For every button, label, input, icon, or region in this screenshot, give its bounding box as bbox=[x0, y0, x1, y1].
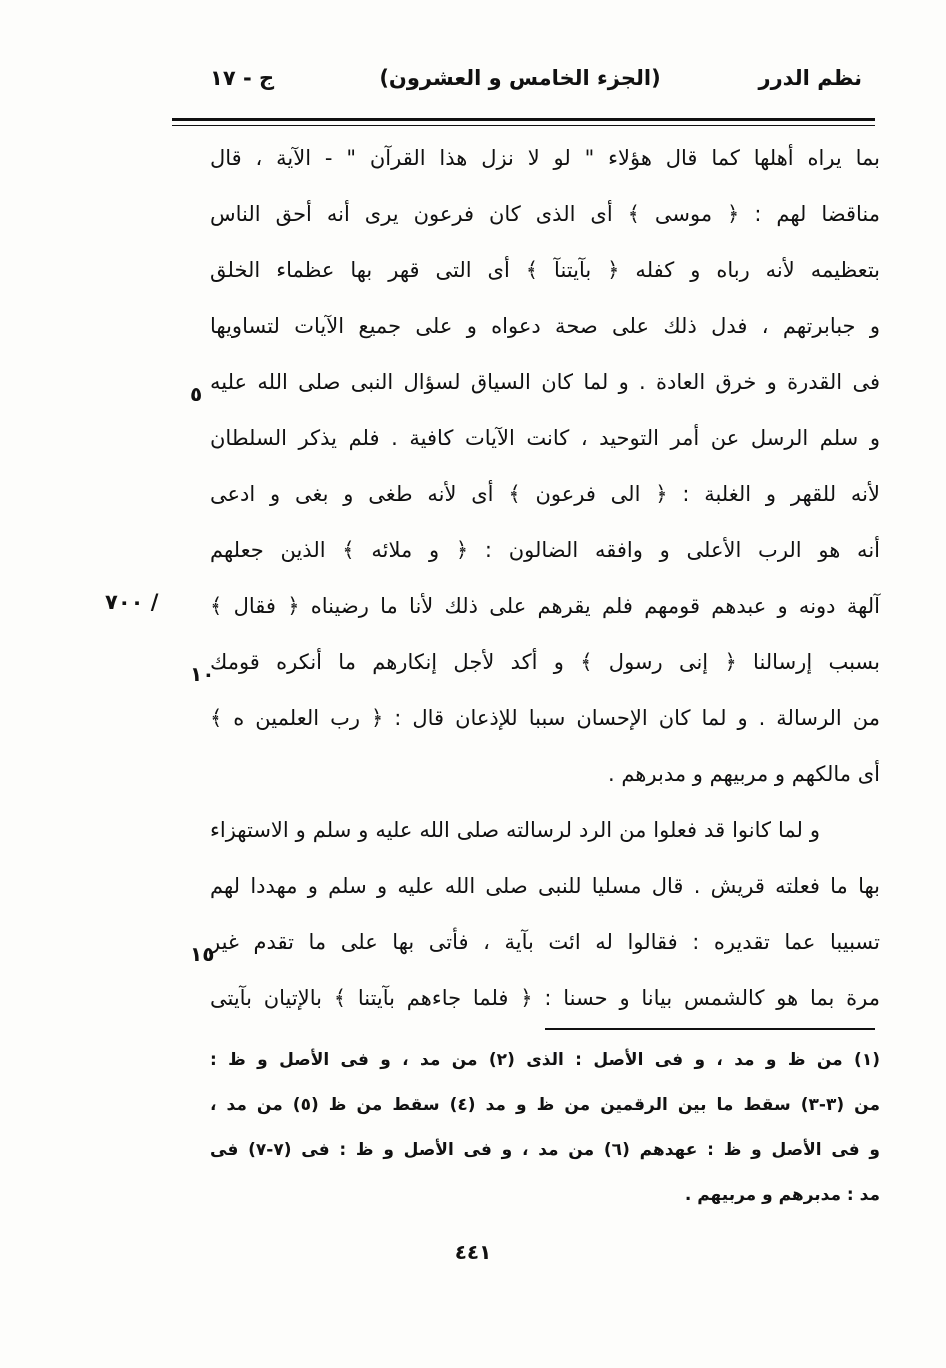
text-line: لأنه للقهر و الغلبة : ﴿ الى فرعون ﴾ أى لأنه طغى و بغى و ادعى bbox=[210, 482, 880, 506]
book-title: نظم الدرر bbox=[758, 66, 862, 90]
text-line: و جبابرتهم ، فدل ذلك على صحة دعواه و على جميع الآيات لتساويها bbox=[210, 314, 880, 338]
text-line: مرة بما هو كالشمس بيانا و حسنا : ﴿ فلما جاءهم بآيتنا ﴾ بالإتيان بآيتى bbox=[210, 986, 880, 1010]
text-line: بها ما فعلته قريش . قال مسليا للنبى صلى الله عليه و سلم و مهددا لهم bbox=[210, 874, 880, 898]
text-line: بسبب إرسالنا ﴿ إنى رسول ﴾ و أكد لأجل إنكارهم ما أنكره قومك bbox=[210, 650, 880, 674]
footnote-rule bbox=[545, 1028, 875, 1030]
main-text bbox=[210, 130, 880, 1026]
footnote-line: مد : مدبرهم و مربيهم . bbox=[684, 1185, 880, 1205]
text-line: و سلم الرسل عن أمر التوحيد ، كانت الآيات كافية . فلم يذكر السلطان bbox=[210, 426, 880, 450]
manuscript-folio-mark: ٧٠٠ / bbox=[105, 590, 159, 614]
text-line: بتعظيمه لأنه رباه و كفله ﴿ بآيتنآ ﴾ أى التى قهر بها عظماء الخلق bbox=[210, 258, 880, 282]
text-line: بما يراه أهلها كما قال هؤلاء " لو لا نزل هذا القرآن " - الآية ، قال bbox=[210, 146, 880, 170]
line-number-10: ١٠ bbox=[190, 662, 215, 686]
volume-number: ج - ١٧ bbox=[210, 66, 275, 90]
text-line: من الرسالة . و لما كان الإحسان سببا للإذعان قال : ﴿ رب العلمين ه ﴾ bbox=[210, 706, 880, 730]
footnote-line: من (٣-٣) سقط ما بين الرقمين من ظ و مد (٤) سقط من ظ (٥) من مد ، bbox=[210, 1095, 880, 1115]
text-line: آلهة دونه و عبدهم قومهم فلم يقرهم على ذلك لأنا ما رضيناه ﴿ فقال ﴾ bbox=[210, 594, 880, 618]
text-line: أنه هو الرب الأعلى و وافقه الضالون : ﴿ و ملائه ﴾ الذين جعلهم bbox=[210, 538, 880, 562]
text-line: و لما كانوا قد فعلوا من الرد لرسالته صلى الله عليه و سلم و الاستهزاء bbox=[210, 818, 820, 842]
text-line: مناقضا لهم : ﴿ موسى ﴾ أى الذى كان فرعون يرى أنه أحق الناس bbox=[210, 202, 880, 226]
volume-part: (الجزء الخامس و العشرون) bbox=[379, 66, 661, 90]
line-number-5: ٥ bbox=[190, 382, 203, 406]
header-rule-thick bbox=[172, 118, 875, 121]
text-line: تسبيبا عما تقديره : فقالوا له ائت بآية ، فأتى بها على ما تقدم غير bbox=[210, 930, 880, 954]
text-line: فى القدرة و خرق العادة . و لما كان السياق لسؤال النبى صلى الله عليه bbox=[210, 370, 880, 394]
running-header bbox=[170, 66, 870, 110]
text-line: أى مالكهم و مربيهم و مدبرهم . bbox=[607, 762, 880, 786]
footnote-line: و فى الأصل و ظ : عهدهم (٦) من مد ، و فى الأصل و ظ : فى (٧-٧) فى bbox=[210, 1140, 880, 1160]
header-rule-thin bbox=[172, 125, 875, 126]
footnotes bbox=[210, 1038, 880, 1218]
page-number: ٤٤١ bbox=[454, 1240, 492, 1264]
line-number-15: ١٥ bbox=[190, 942, 215, 966]
footnote-line: (١) من ظ و مد ، و فى الأصل : الذى (٢) من مد ، و فى الأصل و ظ : bbox=[210, 1050, 881, 1070]
